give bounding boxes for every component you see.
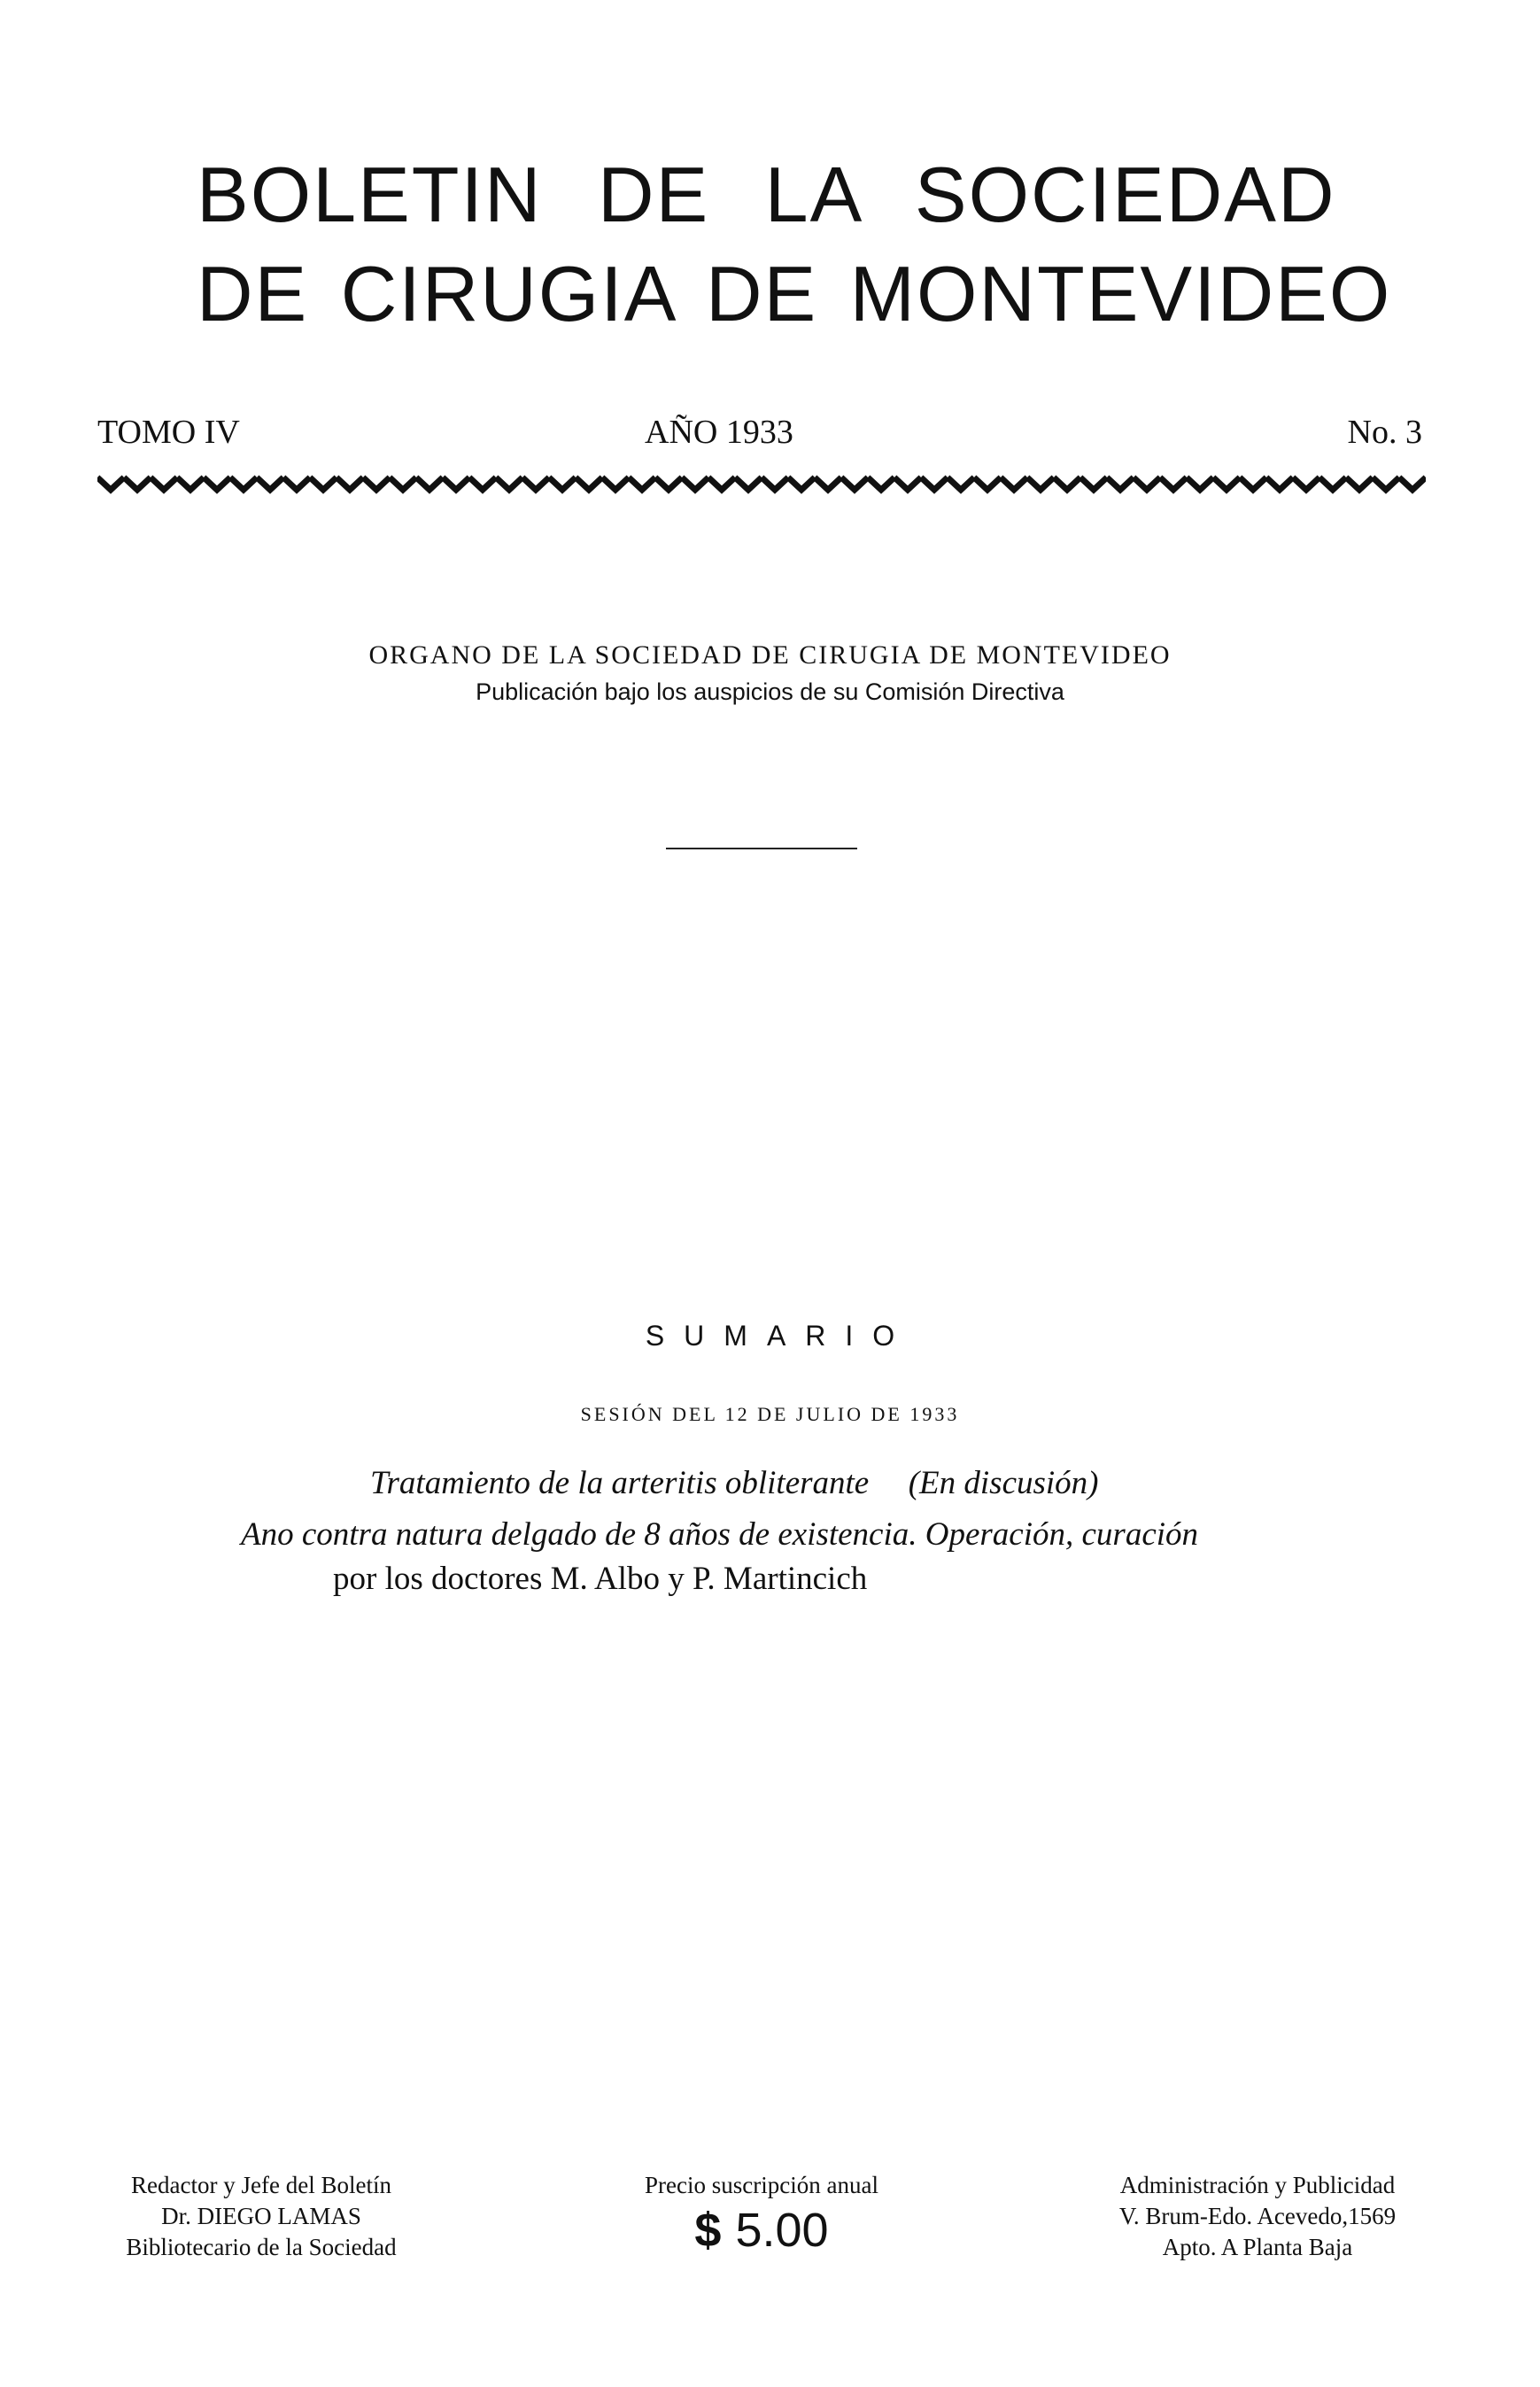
journal-title-line-1: BOLETIN DE LA SOCIEDAD [197, 151, 1336, 238]
summary-item-2-authors: por los doctores M. Albo y P. Martincich [333, 1561, 868, 1597]
footer-admin-address: V. Brum-Edo. Acevedo,1569 [1118, 2203, 1397, 2229]
divider-rule [666, 848, 857, 849]
summary-item-1-note: (En discusión) [908, 1465, 1099, 1501]
summary-item-1 [370, 1463, 1099, 1504]
footer-editor-title: Bibliotecario de la Sociedad [126, 2234, 397, 2260]
summary-item-2-title: Ano contra natura delgado de 8 años de existencia. Operación, curación [241, 1516, 1199, 1553]
footer-editor-name: Dr. DIEGO LAMAS [161, 2203, 361, 2229]
currency-symbol: $ [694, 2204, 722, 2257]
issue-number: No. 3 [1347, 414, 1422, 451]
decorative-zigzag-border [97, 472, 1426, 497]
volume-label: TOMO IV [97, 414, 240, 451]
footer-editor [93, 2170, 429, 2263]
journal-title-line-2: DE CIRUGIA DE MONTEVIDEO [197, 250, 1392, 337]
footer-editor-role: Redactor y Jefe del Boletín [131, 2172, 391, 2198]
footer-subscription [593, 2170, 930, 2259]
session-date: SESIÓN DEL 12 DE JULIO DE 1933 [580, 1403, 960, 1425]
footer-admin-label: Administración y Publicidad [1119, 2172, 1396, 2198]
price-value: 5.00 [735, 2204, 829, 2257]
organ-subheading: Publicación bajo los auspicios de su Comisión Directiva [476, 678, 1064, 705]
organ-heading: ORGANO DE LA SOCIEDAD DE CIRUGIA DE MONTEVIDEO [368, 640, 1172, 670]
year-label: AÑO 1933 [645, 414, 793, 451]
footer-subscription-label: Precio suscripción anual [645, 2172, 878, 2198]
summary-item-1-title: Tratamiento de la arteritis obliterante [370, 1465, 870, 1501]
footer-subscription-price [593, 2201, 930, 2259]
footer-admin-apartment: Apto. A Planta Baja [1162, 2234, 1353, 2260]
footer-administration [1072, 2170, 1443, 2263]
summary-heading: SUMARIO [645, 1320, 915, 1352]
